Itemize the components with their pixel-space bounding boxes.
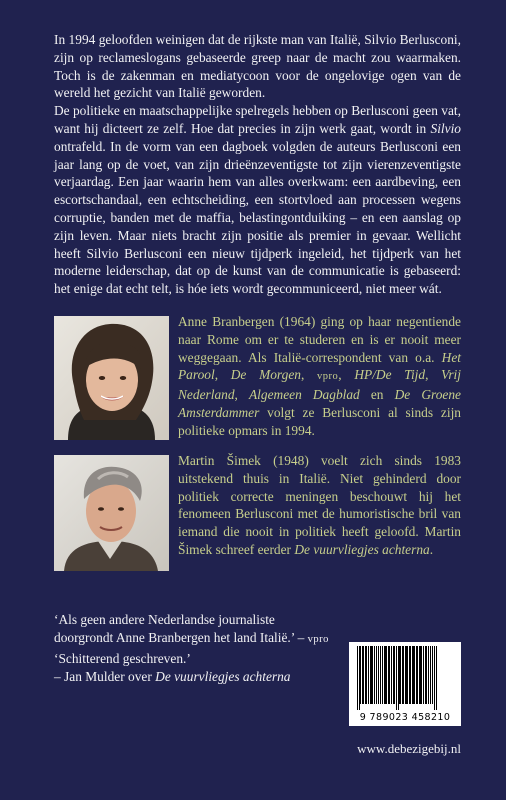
barcode-guard-bar [357, 646, 358, 710]
publication-name: De Morgen [230, 367, 301, 383]
bio-text: Martin Šimek (1948) voelt zich sinds 1983 uitstekend thuis in Italië. Niet gehinderd door politiek correcte meningen beschouwt hij het fenomeen Berlusconi met de humoristische bril van iemand die nooit in politiek heeft geloofd. Martin Šimek schreef eerder [178, 453, 461, 557]
publisher-website[interactable]: www.debezigebij.nl [357, 741, 461, 756]
barcode-guard-bar [434, 646, 435, 710]
author-bio-martin-simek [178, 452, 461, 559]
attribution-text: – Jan Mulder over [54, 668, 156, 684]
barcode-bar [388, 646, 390, 704]
blurb-text: ontrafeld. In de vorm van een dagboek volgden de auteurs Berlusconi een jaar lang op de voet, van zijn drieënzeventigste tot zijn vierenzeventigste verjaardag. Een jaar waarin hem van alles overkwam: een aardbeving, een escortschandaal, een echtscheiding, een stortvloed aan processen wegens corruptie, banden met de maffia, belastingontduiking – en een aanslag op zijn leven. Maar niets bracht zijn positie als premier in gevaar. Wellicht heeft Silvio Berlusconi een nieuw tijdperk ingeleid, het tijdperk van het moderne leiderschap, dat op de kunst van de communicatie is gebaseerd: het enige dat echt telt, is hóe iets wordt gecommuniceerd, niet meer wát. [54, 138, 461, 297]
author-photo-martin-simek [54, 455, 169, 571]
barcode-bar [376, 646, 377, 704]
author-photo-anne-branbergen [54, 316, 169, 440]
barcode-bar [384, 646, 387, 704]
barcode-bar [416, 646, 418, 704]
barcode-bar [412, 646, 415, 704]
barcode-bar [380, 646, 381, 704]
quote-attribution [54, 668, 334, 686]
book-title: Silvio [430, 120, 461, 136]
barcode-bar [362, 646, 364, 704]
publication-name: Het Parool [178, 349, 461, 383]
barcode-guard-bar [398, 646, 399, 710]
barcode-bar [370, 646, 373, 704]
press-quote-vpro [54, 611, 334, 648]
back-cover-blurb [54, 31, 461, 298]
barcode-guard-bar [359, 646, 360, 710]
barcode-bar [432, 646, 433, 704]
barcode-bar [360, 646, 361, 704]
separator: , [338, 367, 355, 383]
separator: , [214, 367, 231, 383]
barcode-bar [378, 646, 379, 704]
publication-name: vpro [317, 371, 339, 383]
isbn-barcode [349, 642, 461, 726]
blurb-paragraph-1: In 1994 geloofden weinigen dat de rijkste man van Italië, Silvio Berlusconi, zijn op reclameslogans gebaseerde greep naar de macht zou waarmaken. Toch is de zakenman en mediatycoon voor de ongelovige ogen van de wereld het gezicht van Italië geworden. [54, 32, 461, 101]
barcode-bar [409, 646, 411, 704]
barcode-bars [353, 646, 457, 710]
isbn-number: 9 789023 458210 [359, 712, 451, 723]
bio-text: volgt ze Berlusconi al sinds zijn politieke opmars in 1994. [178, 404, 461, 438]
book-title: De vuurvliegjes achterna [155, 668, 291, 684]
bio-text: . [429, 541, 434, 557]
barcode-bar [374, 646, 375, 704]
barcode-bar [423, 646, 424, 704]
barcode-bar [405, 646, 408, 704]
barcode-guard-bar [396, 646, 397, 710]
barcode-bar [393, 646, 395, 704]
barcode-bar [391, 646, 392, 704]
barcode-bar [365, 646, 367, 704]
author-bio-anne-branbergen [178, 313, 461, 440]
bio-text: Anne Branbergen (1964) ging op haar negentiende naar Rome om er te studeren en is er nooit meer weggegaan. Als Italië-correspondent van o.a. [178, 314, 461, 365]
quote-text: ‘Als geen andere Nederlandse journaliste doorgrondt Anne Branbergen het land Italië.’ – [54, 612, 308, 645]
separator: en [359, 387, 395, 403]
separator: , [425, 367, 442, 383]
separator: , [234, 387, 249, 403]
barcode-bar [425, 646, 427, 704]
publication-name: Algemeen Dagblad [248, 387, 360, 403]
separator: , [300, 367, 318, 383]
barcode-bar [402, 646, 404, 704]
publication-name: HP/De Tijd [354, 367, 426, 383]
blurb-text: De politieke en maatschappelijke spelregels hebben op Berlusconi geen vat, want hij dicteert ze zelf. Hoe dat precies in zijn werk gaat, wordt in [54, 103, 461, 136]
publication-name: Vrij Nederland [178, 367, 461, 403]
barcode-guard-bar [436, 646, 437, 710]
book-title: De vuurvliegjes achterna [294, 541, 430, 557]
barcode-bar [368, 646, 369, 704]
press-quote-jan-mulder [54, 650, 334, 685]
blurb-paragraph-2 [54, 102, 461, 298]
barcode-bar [428, 646, 429, 704]
quote-source: vpro [307, 633, 329, 645]
publication-name: De Groene Amsterdammer [178, 387, 461, 420]
barcode-bar [419, 646, 422, 704]
barcode-bar [430, 646, 431, 704]
barcode-bar [399, 646, 401, 704]
quote-text: ‘Schitterend geschreven.’ [54, 651, 191, 666]
barcode-bar [382, 646, 383, 704]
